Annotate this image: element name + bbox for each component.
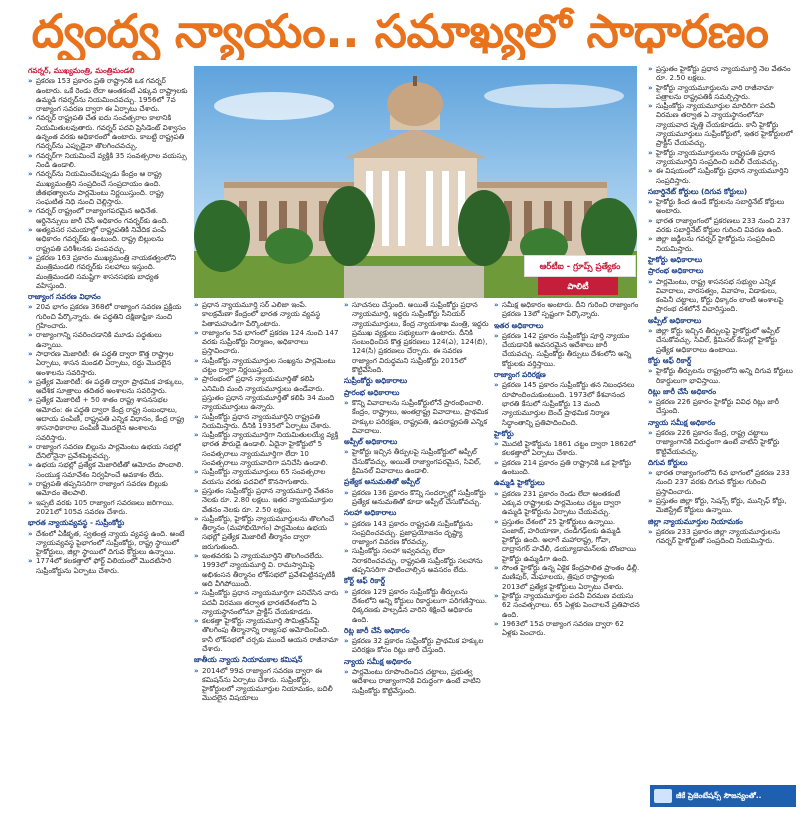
bullet-paragraph: » రాష్ట్రపతి తప్పనిసరిగా రాజ్యాంగ సవరణ బిల్లుకు ఆమోదం తెలపాలి. <box>28 479 188 498</box>
bullet-paragraph: » సూచనలు చేస్తుంది. అయితే సుప్రీంకోర్టు ప్రధాన న్యాయమూర్తి, ఇద్దరు సుప్రీంకోర్టు సీనియర్‌ న్యాయమూర్తులు, కేంద్ర న్యాయశాఖ మంత్రి, ఇద్దరు ప్రముఖ వ్యక్తులు సభ్యులుగా ఉంటారు. దీనికి సంబంధించిన కొత్త ప్రకరణలు 124(ఎ), 124(బి), 124(సి) ప్రకరణలు చేర్చారు. ఈ సవరణ రాజ్యాంగ విరుద్ధమని సుప్రీంకోర్టు 2015లో కొట్టివేసింది. <box>344 300 489 374</box>
article-column-3 <box>344 300 489 805</box>
bullet-paragraph: » ప్రకరణ 129 ప్రకారం సుప్రీంకోర్టు తీర్పులను దేశంలోని అన్ని కోర్టులు రికార్డులుగా పరిగణిస్తాయి. ధిక్కరణకు పాల్పడిన వారిని శిక్షించే అధికారం ఉంది. <box>344 587 489 624</box>
bullet-paragraph: » సుప్రీంకోర్టు, హైకోర్టు న్యాయమూర్తులను తొలగించే తీర్మానం (మహాభియోగం) పార్లమెంటు ఉభయ సభల్లో ప్రత్యేక మెజారిటీ తీర్మానం ద్వారా జరుగుతుంది. <box>194 514 339 551</box>
section-heading: రాజ్యాంగ పరిరక్షణ <box>494 370 546 380</box>
bullet-paragraph: » హైకోర్టు ఇచ్చిన తీర్పులపై సుప్రీంకోర్టులో అప్పీల్‌ చేసుకోవచ్చు. అయితే రాజ్యాంగపరమైన, సివిల్‌, క్రిమినల్‌ వివాదాలు ఉండాలి. <box>344 447 489 475</box>
bullet-paragraph: » ప్రకరణ 153 ప్రకారం ప్రతి రాష్ట్రానికి ఒక గవర్నర్‌ ఉంటారు. ఒకే రెండు లేదా అంతకంటే ఎక్కువ రాష్ట్రాలకు ఉమ్మడి గవర్నర్‌ను నియమించవచ్చు. 1956లో 7వ రాజ్యాంగ సవరణ ద్వారా ఈ ఏర్పాటు చేశారు. <box>28 76 188 113</box>
section-heading: రాజ్యాంగ సవరణ విధానం <box>28 292 101 302</box>
caption-subject-label: పాలిటీ <box>538 277 618 295</box>
article-column-2 <box>194 300 339 805</box>
article-column-4 <box>494 300 640 805</box>
bullet-paragraph: » హైకోర్టు తీర్పులను రాష్ట్రంలోని అన్ని దిగువ కోర్టులు రికార్డులుగా భావిస్తాయి. <box>648 366 796 385</box>
bullet-paragraph: » పార్లమెంటు రూపొందించిన చట్టాలు, ప్రభుత్వ ఆదేశాలు రాజ్యాంగానికి విరుద్ధంగా ఉంటే వాటిని సుప్రీంకోర్టు కొట్టివేస్తుంది. <box>344 667 489 695</box>
bullet-paragraph: » ప్రస్తుతం దేశంలో 25 హైకోర్టులు ఉన్నాయి. పంజాబ్‌, హరియాణా, చండీగఢ్‌లకు ఉమ్మడి హైకోర్టు ఉంది. అలాగే మహారాష్ట్ర, గోవా, దాద్రానగర్‌ హవేలీ, డయ్యూడామన్‌లకు బొంబాయి హైకోర్టు ఉమ్మడిగా ఉంది. <box>494 517 640 563</box>
bullet-paragraph: » ప్రస్తుతం జిల్లా కోర్టు, సెషన్స్‌ కోర్టు, మున్సిఫ్‌ కోర్టు, మెజిస్ట్రేట్‌ కోర్టులు ఉన్నాయి. <box>648 496 796 515</box>
caption-series-label: ఆర్‌టీఐ - గ్రూప్స్‌ ప్రత్యేకం <box>524 255 636 277</box>
bullet-paragraph: » సొంత హైకోర్టు ఉన్న ఏకైక కేంద్రపాలిత ప్రాంతం ఢిల్లీ. మణిపుర్‌, మేఘాలయ, త్రిపుర రాష్ట్రాలకు 2013లో ప్రత్యేక హైకోర్టులు ఏర్పాటు చేశారు. <box>494 563 640 591</box>
bullet-paragraph: » సాధారణ మెజారిటీ: ఈ పద్ధతి ద్వారా కొత్త రాష్ట్రాల ఏర్పాటు, శాసన మండలి ఏర్పాటు, రద్దు మొదలైన అంశాలను సవరిస్తారు. <box>28 349 188 377</box>
article-column-5 <box>648 64 796 780</box>
photo-caption <box>524 255 634 297</box>
section-heading: న్యాయ సమీక్ష అధికారం <box>344 656 412 666</box>
section-heading: గవర్నర్‌, ముఖ్యమంత్రి, మంత్రిమండలి <box>28 66 135 75</box>
bullet-paragraph: » 20వ భాగం ప్రకరణ 368లో రాజ్యాంగ సవరణ ప్రక్రియ గురించి పేర్కొన్నారు. ఈ పద్ధతిని దక్షిణాఫ్రికా నుంచి గ్రహించారు. <box>28 302 188 330</box>
section-heading: జిల్లా న్యాయమూర్తుల నియామకం <box>648 516 743 526</box>
bullet-paragraph: » హైకోర్టు న్యాయమూర్తులను వారి రాజీనామా పత్రాలను రాష్ట్రపతికి సమర్పిస్తారు. <box>648 83 796 102</box>
bullet-paragraph: » ప్రకరణ 231 ప్రకారం రెండు లేదా అంతకంటే ఎక్కువ రాష్ట్రాలకు పార్లమెంటు చట్టం ద్వారా ఉమ్మడి హైకోర్టును ఏర్పాటు చేయవచ్చు. <box>494 489 640 517</box>
section-heading: జాతీయ న్యాయ నియామకాల కమిషన్‌ <box>194 655 303 665</box>
section-heading: హైకోర్టు <box>494 428 514 438</box>
publisher-logo-icon <box>654 789 672 803</box>
bullet-paragraph: » ప్రకరణ 226 ప్రకారం హైకోర్టు వివిధ రిట్లు జారీ చేస్తుంది. <box>648 397 796 416</box>
bullet-paragraph: » అత్యవసర సమయాల్లో రాష్ట్రపతికి నివేదిక పంపే అధికారం గవర్నర్‌కు ఉంటుంది. రాష్ట్ర బిల్లులను రాష్ట్రపతి పరిశీలనకు పంపవచ్చు. <box>28 225 188 253</box>
section-heading: సబార్డినేట్‌ కోర్టులు (దిగువ కోర్టులు) <box>648 186 748 196</box>
section-heading: భారత న్యాయవ్యవస్థ - సుప్రీంకోర్టు <box>28 518 125 528</box>
bullet-paragraph: » గవర్నర్‌ రాష్ట్రంలో రాజ్యాంగపరమైన అధినేత. ఆర్డినెన్సులు జారీ చేసే అధికారం గవర్నర్‌కు ఉంది. <box>28 206 188 225</box>
bullet-paragraph: » ప్రత్యేక మెజారిటీ: ఈ పద్ధతి ద్వారా ప్రాథమిక హక్కులు, ఆదేశిక సూత్రాలు తదితర అంశాలను సవరిస్తారు. <box>28 377 188 396</box>
bullet-paragraph: » హైకోర్టు న్యాయమూర్తులను రాష్ట్రపతి ప్రధాన న్యాయమూర్తిని సంప్రదించి బదిలీ చేయవచ్చు. <box>648 148 796 167</box>
bullet-paragraph: » ప్రకరణ 143 ప్రకారం రాష్ట్రపతి సుప్రీంకోర్టును సంప్రదించవచ్చు. ప్రజాప్రయోజనం దృష్ట్యా రాజ్యాంగ వివరణ కోరవచ్చు. <box>344 519 489 547</box>
bullet-paragraph: » ప్రకరణ 145 ప్రకారం సుప్రీంకోర్టు తన నిబంధనలు రూపొందించుకుంటుంది. 1973లో కేశవానంద భారతి కేసులో సుప్రీంకోర్టు 13 మంది న్యాయమూర్తుల బెంచ్‌ ప్రాథమిక నిర్మాణ సిద్ధాంతాన్ని ప్రతిపాదించింది. <box>494 380 640 426</box>
section-heading: సలహా అధికారాలు <box>344 508 397 518</box>
bullet-paragraph: » 1963లో 15వ రాజ్యాంగ సవరణ ద్వారా 62 ఏళ్లకు పెంచారు. <box>494 619 640 638</box>
bullet-paragraph: » ప్రధాన న్యాయమూర్తి సర్‌ ఎలిజా ఇంపే. కాలక్రమేణా కేంద్రంలో భారత న్యాయ వ్యవస్థ పితామహుడిగా పేర్కొంటారు. <box>194 300 339 328</box>
bullet-paragraph: » రాజ్యాంగాన్ని సవరించడానికి మూడు పద్ధతులు ఉన్నాయి. <box>28 330 188 349</box>
section-heading: రిట్ల జారీ చేసే అధికారం <box>344 625 410 635</box>
bullet-paragraph: » ప్రారంభంలో ప్రధాన న్యాయమూర్తితో కలిపి ఎనిమిది మంది న్యాయమూర్తులు ఉండేవారు. ప్రస్తుతం ప్రధాన న్యాయమూర్తితో కలిపి 34 మంది న్యాయమూర్తులు ఉన్నారు. <box>194 374 339 411</box>
bullet-paragraph: » భారత రాజ్యాంగంలో ప్రకరణలు 233 నుంచి 237 వరకు సబార్డినేట్‌ కోర్టుల గురించి వివరణ ఉంది. <box>648 216 796 235</box>
section-heading: అప్పీల్‌ అధికారాలు <box>344 437 398 447</box>
bullet-paragraph: » ప్రస్తుతం సుప్రీంకోర్టు ప్రధాన న్యాయమూర్తి వేతనం నెలకు రూ. 2.80 లక్షలు. ఇతర న్యాయమూర్తుల వేతనం నెలకు రూ. 2.50 లక్షలు. <box>194 486 339 514</box>
bullet-paragraph: » ప్రస్తుతం హైకోర్టు ప్రధాన న్యాయమూర్తి నెల వేతనం రూ. 2.50 లక్షలు. <box>648 64 796 83</box>
section-heading: ఉమ్మడి హైకోర్టులు <box>494 478 545 488</box>
section-heading: కోర్ట్‌ ఆఫ్‌ రికార్డ్‌ <box>344 576 386 586</box>
bullet-paragraph: » రాజ్యాంగ సవరణ బిల్లును పార్లమెంటు ఉభయ సభల్లో దేనిలోనైనా ప్రవేశపెట్టవచ్చు. <box>28 442 188 461</box>
section-heading: ప్రారంభ అధికారాలు <box>648 266 704 276</box>
section-heading: అప్పీల్‌ అధికారాలు <box>648 315 702 325</box>
section-heading: కోర్టు ఆఫ్‌ రికార్డ్‌ <box>648 355 692 365</box>
headline: ద్వంద్వ న్యాయం.. సమాఖ్యలో సాధారణం <box>31 4 769 58</box>
bullet-paragraph: » సమీక్ష అధికారం అంటారు. దీని గురించి రాజ్యాంగం ప్రకరణ 13లో స్పష్టంగా పేర్కొన్నారు. <box>494 300 640 319</box>
bullet-paragraph: » సుప్రీంకోర్టు ప్రధాన న్యాయమూర్తిని రాష్ట్రపతి నియమిస్తారు. దీనికి 1935లో ఏర్పాటు చేశారు. <box>194 412 339 431</box>
bullet-paragraph: » గవర్నర్‌ రాష్ట్రపతి చేత ఐదు సంవత్సరాల కాలానికి నియమితులవుతారు. గవర్నర్‌ పదవి ప్రెసిడెంట్‌ విశ్వాసం ఉన్నంత వరకు అధికారంలో ఉంటారు. కాబట్టి రాష్ట్రపతి గవర్నర్‌ను ఎప్పుడైనా తొలగించవచ్చు. <box>28 113 188 150</box>
bullet-paragraph: » సుప్రీంకోర్టు న్యాయమూర్తుల సంఖ్యను పార్లమెంటు చట్టం ద్వారా నిర్ణయిస్తుంది. <box>194 356 339 375</box>
bullet-paragraph: » కలకత్తా హైకోర్టు న్యాయమూర్తి సౌమిత్రసేన్‌పై తొలగింపు తీర్మానాన్ని రాజ్యసభ ఆమోదించింది. కానీ లోక్‌సభలో చర్చకు ముందే ఆయన రాజీనామా చేశారు. <box>194 616 339 653</box>
section-heading: ఇతర అధికారాలు <box>494 320 544 330</box>
bullet-paragraph: » హైకోర్టు కింద ఉండే కోర్టులను సబార్డినేట్‌ కోర్టులు అంటారు. <box>648 197 796 216</box>
bullet-paragraph: » ప్రకరణ 136 ప్రకారం కొన్ని సందర్భాల్లో సుప్రీంకోర్టు ప్రత్యేక అనుమతితో కూడా అప్పీల్‌ చేసుకోవచ్చు. <box>344 488 489 507</box>
bullet-paragraph: » పార్లమెంటు, రాష్ట్ర శాసనసభ సభ్యుల ఎన్నిక వివాదాలు, వారసత్వం, వివాహం, విడాకులు, కంపెనీ చట్టాలు, కోర్టు ధిక్కారం లాంటి అంశాలపై ప్రారంభ దశలోనే విచారిస్తుంది. <box>648 277 796 314</box>
bullet-paragraph: » సుప్రీంకోర్టు సలహా ఇవ్వవచ్చు లేదా నిరాకరించవచ్చు. రాష్ట్రపతి సుప్రీంకోర్టు సలహాను తప్పనిసరిగా పాటించాల్సిన అవసరం లేదు. <box>344 546 489 574</box>
bullet-paragraph: » ఇంతవరకు ఏ న్యాయమూర్తిని తొలగించలేదు. 1993లో న్యాయమూర్తి వి. రామస్వామిపై అభిశంసన తీర్మానం లోక్‌సభలో ప్రవేశపెట్టినప్పటికీ అది వీగిపోయింది. <box>194 551 339 588</box>
section-heading: న్యాయ సమీక్ష అధికారం <box>648 417 716 427</box>
bullet-paragraph: » 2014లో 99వ రాజ్యాంగ సవరణ ద్వారా ఈ కమిషన్‌ను ఏర్పాటు చేశారు. సుప్రీంకోర్టు, హైకోర్టులలో న్యాయమూర్తుల నియామకం, బదిలీ మొదలైన విషయాలు <box>194 666 339 703</box>
footer-credit <box>650 785 796 807</box>
bullet-paragraph: » దేశంలో ఏకీకృత, స్వతంత్ర న్యాయ వ్యవస్థ ఉంది. అంటే న్యాయవ్యవస్థ పైభాగంలో సుప్రీంకోర్టు, రాష్ట్ర స్థాయిలో హైకోర్టులు, జిల్లా స్థాయిలో దిగువ కోర్టులు ఉన్నాయి. <box>28 529 188 557</box>
bullet-paragraph: » జిల్లా కోర్టు ఇచ్చిన తీర్పులపై హైకోర్టులో అప్పీల్‌ చేసుకోవచ్చు. సివిల్‌, క్రిమినల్‌ కేసుల్లో హైకోర్టు ప్రత్యేక అధికారాలు ఉంటాయి. <box>648 326 796 354</box>
bullet-paragraph: » మొదటి హైకోర్టును 1861 చట్టం ద్వారా 1862లో కలకత్తాలో ఏర్పాటు చేశారు. <box>494 439 640 458</box>
bullet-paragraph: » ప్రకరణ 163 ప్రకారం ముఖ్యమంత్రి నాయకత్వంలోని మంత్రిమండలి గవర్నర్‌కు సలహాలు ఇస్తుంది. మంత్రిమండలి సమష్టిగా శాసనసభకు బాధ్యత వహిస్తుంది. <box>28 253 188 290</box>
bullet-paragraph: » రాజ్యాంగం 5వ భాగంలో ప్రకరణ 124 నుంచి 147 వరకు సుప్రీంకోర్టు నిర్మాణం, అధికారాలు ప్రస్తావించారు. <box>194 328 339 356</box>
bullet-paragraph: » ప్రత్యేక మెజారిటీ + 50 శాతం రాష్ట్ర శాసనసభల ఆమోదం: ఈ పద్ధతి ద్వారా కేంద్ర రాష్ట్ర సంబంధాలు, ఆదాయ పంపిణీ, రాష్ట్రపతి ఎన్నిక విధానం, కేంద్ర రాష్ట్ర శాసనాధికారాల పంపిణీ మొదలైన అంశాలను సవరిస్తారు. <box>28 395 188 441</box>
bullet-paragraph: » ప్రకరణ 226 ప్రకారం కేంద్ర, రాష్ట్ర చట్టాలు రాజ్యాంగానికి విరుద్ధంగా ఉంటే వాటిని హైకోర్టు కొట్టివేయవచ్చు. <box>648 428 796 456</box>
bullet-paragraph: » గవర్నర్‌ను నియమించేటప్పుడు కేంద్రం ఆ రాష్ట్ర ముఖ్యమంత్రిని సంప్రదించే సంప్రదాయం ఉంది. జీతభత్యాలను పార్లమెంటు నిర్ణయిస్తుంది. రాష్ట్ర సంఘటిత నిధి నుంచి చెల్లిస్తారు. <box>28 169 188 206</box>
bullet-paragraph: » ప్రకరణ 142 ప్రకారం సుప్రీంకోర్టు పూర్తి న్యాయం చేయడానికి అవసరమైన ఆదేశాలు జారీ చేయవచ్చు. సుప్రీంకోర్టు తీర్పులు దేశంలోని అన్ని కోర్టులకు వర్తిస్తాయి. <box>494 331 640 368</box>
bullet-paragraph: » ప్రకరణ 233 ప్రకారం జిల్లా న్యాయమూర్తులను గవర్నర్‌ హైకోర్టుతో సంప్రదించి నియమిస్తారు. <box>648 527 796 546</box>
section-heading: ప్రారంభ అధికారాలు <box>344 387 400 397</box>
footer-credit-label: జీకే ప్రెజెంటేషన్స్‌ సౌజన్యంతో.. <box>676 791 762 800</box>
bullet-paragraph: » ఉభయ సభల్లో ప్రత్యేక మెజారిటీతో ఆమోదం పొందాలి. సంయుక్త సమావేశం నిర్వహించే అవకాశం లేదు. <box>28 460 188 479</box>
bullet-paragraph: » హైకోర్టు న్యాయమూర్తుల పదవీ విరమణ వయసు 62 సంవత్సరాలు. 65 ఏళ్లకు పెంచాలనే ప్రతిపాదన ఉంది. <box>494 591 640 619</box>
article-column-1 <box>28 64 188 802</box>
bullet-paragraph: » జిల్లా జడ్జీలను గవర్నర్‌ హైకోర్టును సంప్రదించి నియమిస్తారు. <box>648 234 796 253</box>
bullet-paragraph: » కొన్ని వివాదాలను సుప్రీంకోర్టులోనే ప్రారంభించాలి. కేంద్రం, రాష్ట్రాలు, అంతర్రాష్ట్ర వివాదాలు, ప్రాథమిక హక్కుల పరిరక్షణ, రాష్ట్రపతి, ఉపరాష్ట్రపతి ఎన్నిక వివాదాలు. <box>344 398 489 435</box>
section-heading: ప్రత్యేక అనుమతితో అప్పీల్‌ <box>344 477 420 487</box>
bullet-paragraph: » ప్రకరణ 214 ప్రకారం ప్రతి రాష్ట్రానికి ఒక హైకోర్టు ఉంటుంది. <box>494 458 640 477</box>
bullet-paragraph: » గవర్నర్‌గా నియమించే వ్యక్తికి 35 సంవత్సరాల వయస్సు నిండి ఉండాలి. <box>28 151 188 170</box>
section-heading: రిట్లు జారీ చేసే అధికారం <box>648 386 717 396</box>
bullet-paragraph: » ఇప్పటి వరకు 105 రాజ్యాంగ సవరణలు జరిగాయి. 2021లో 105వ సవరణ చేశారు. <box>28 498 188 517</box>
bullet-paragraph: » భారత రాజ్యాంగంలోని 6వ భాగంలో ప్రకరణ 233 నుంచి 237 వరకు దిగువ కోర్టుల గురించి ప్రస్తావించారు. <box>648 468 796 496</box>
bullet-paragraph: » 1774లో కలకత్తాలో ఫోర్ట్‌ విలియంలో మొదటిసారి సుప్రీంకోర్టును ఏర్పాటు చేశారు. <box>28 556 188 575</box>
bullet-paragraph: » సుప్రీంకోర్టు న్యాయమూర్తులు 65 సంవత్సరాల వయసు వరకు పదవిలో కొనసాగుతారు. <box>194 467 339 486</box>
section-heading: సుప్రీంకోర్టు అధికారాలు <box>344 376 408 386</box>
bullet-paragraph: » సుప్రీంకోర్టు న్యాయమూర్తుల మాదిరిగా పదవీ విరమణ తర్వాత ఏ న్యాయస్థానంలోనూ న్యాయవాద వృత్తి చేయకూడదు. కానీ హైకోర్టు న్యాయమూర్తులు సుప్రీంకోర్టులో, ఇతర హైకోర్టులలో ప్రాక్టీస్‌ చేయవచ్చు. <box>648 101 796 147</box>
section-heading: హైకోర్టు అధికారాలు <box>648 254 703 264</box>
bullet-paragraph: » సుప్రీంకోర్టు ప్రధాన న్యాయమూర్తిగా పనిచేసిన వారు పదవీ విరమణ తర్వాత భారతదేశంలోని ఏ న్యాయస్థానంలోనూ ప్రాక్టీస్‌ చేయకూడదు. <box>194 588 339 616</box>
bullet-paragraph: » ఈ విషయంలో సుప్రీంకోర్టు ప్రధాన న్యాయమూర్తిని సంప్రదిస్తారు. <box>648 166 796 185</box>
section-heading: దిగువ కోర్టులు <box>648 457 688 467</box>
bullet-paragraph: » ప్రకరణ 32 ప్రకారం సుప్రీంకోర్టు ప్రాథమిక హక్కుల పరిరక్షణ కోసం రిట్లు జారీ చేస్తుంది. <box>344 636 489 655</box>
bullet-paragraph: » సుప్రీంకోర్టు న్యాయమూర్తిగా నియమితులయ్యే వ్యక్తి భారత పౌరుడై ఉండాలి. ఏదైనా హైకోర్టులో 5 సంవత్సరాలు న్యాయమూర్తిగా లేదా 10 సంవత్సరాలు న్యాయవాదిగా పనిచేసి ఉండాలి. <box>194 430 339 467</box>
